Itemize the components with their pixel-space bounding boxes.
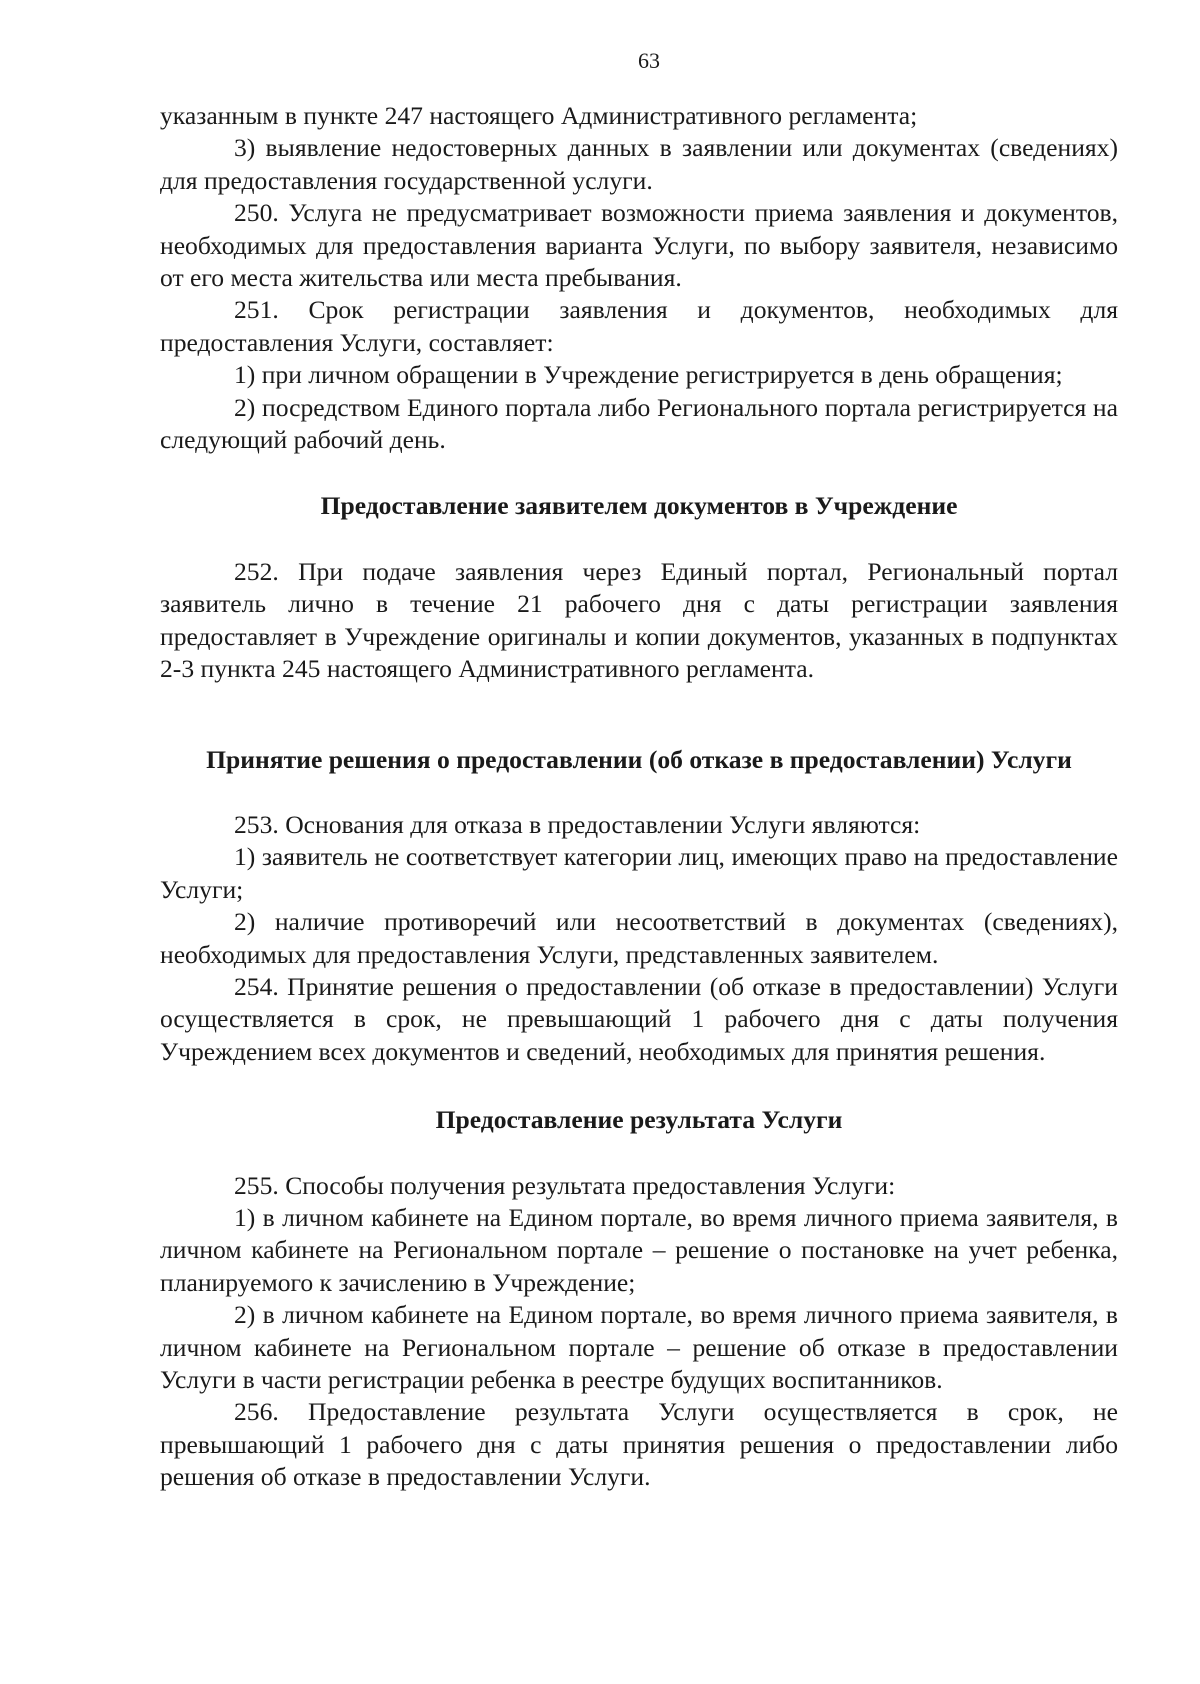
paragraph-255: 255. Способы получения результата предоставления Услуги: bbox=[234, 1170, 896, 1200]
document-body bbox=[160, 100, 1118, 1494]
section-heading-result: Предоставление результата Услуги bbox=[435, 1105, 843, 1135]
subparagraph-253-2: 2) наличие противоречий или несоответствий в документах (сведениях), необходимых для предоставления Услуги, представленных заявителем. bbox=[160, 907, 1118, 969]
paragraph-256: 256. Предоставление результата Услуги осуществляется в срок, не превышающий 1 рабочего дня с даты принятия решения о предоставлении либо решения об отказе в предоставлении Услуги. bbox=[160, 1397, 1118, 1492]
section-heading-decision: Принятие решения о предоставлении (об отказе в предоставлении) Услуги bbox=[206, 744, 1072, 774]
paragraph-252: 252. При подаче заявления через Единый портал, Региональный портал заявитель лично в течение 21 рабочего дня с даты регистрации заявления предоставляет в Учреждение оригиналы и копии документов, указанных в подпунктах 2-3 пункта 245 настоящего Административного регламента. bbox=[160, 556, 1118, 684]
subparagraph-249-3: 3) выявление недостоверных данных в заявлении или документах (сведениях) для предоставления государственной услуги. bbox=[160, 133, 1118, 195]
subparagraph-255-2: 2) в личном кабинете на Едином портале, во время личного приема заявителя, в личном кабинете на Региональном портале – решение об отказе в предоставлении Услуги в части регистрации ребенка в реестре будущих воспитанников. bbox=[160, 1300, 1118, 1394]
subparagraph-251-2: 2) посредством Единого портала либо Регионального портала регистрируется на следующий рабочий день. bbox=[160, 392, 1118, 455]
continuation-line: указанным в пункте 247 настоящего Административного регламента; bbox=[160, 101, 918, 130]
subparagraph-255-1: 1) в личном кабинете на Едином портале, во время личного приема заявителя, в личном кабинете на Региональном портале – решение о постановке на учет ребенка, планируемого к зачислению в Учреждение; bbox=[160, 1202, 1118, 1297]
paragraph-253: 253. Основания для отказа в предоставлении Услуги являются: bbox=[234, 809, 921, 839]
page-number: 63 bbox=[638, 48, 660, 73]
subparagraph-251-1: 1) при личном обращении в Учреждение регистрируется в день обращения; bbox=[234, 360, 1063, 390]
section-heading-documents: Предоставление заявителем документов в Учреждение bbox=[320, 491, 958, 521]
paragraph-250: 250. Услуга не предусматривает возможности приема заявления и документов, необходимых для предоставления варианта Услуги, по выбору заявителя, независимо от его места жительства или места пребывания. bbox=[160, 198, 1118, 293]
subparagraph-253-1: 1) заявитель не соответствует категории лиц, имеющих право на предоставление Услуги; bbox=[160, 842, 1118, 904]
paragraph-254: 254. Принятие решения о предоставлении (об отказе в предоставлении) Услуги осуществляется в срок, не превышающий 1 рабочего дня с даты получения Учреждением всех документов и сведений, необходимых для принятия решения. bbox=[160, 971, 1118, 1066]
paragraph-251: 251. Срок регистрации заявления и документов, необходимых для предоставления Услуги, составляет: bbox=[160, 295, 1118, 357]
